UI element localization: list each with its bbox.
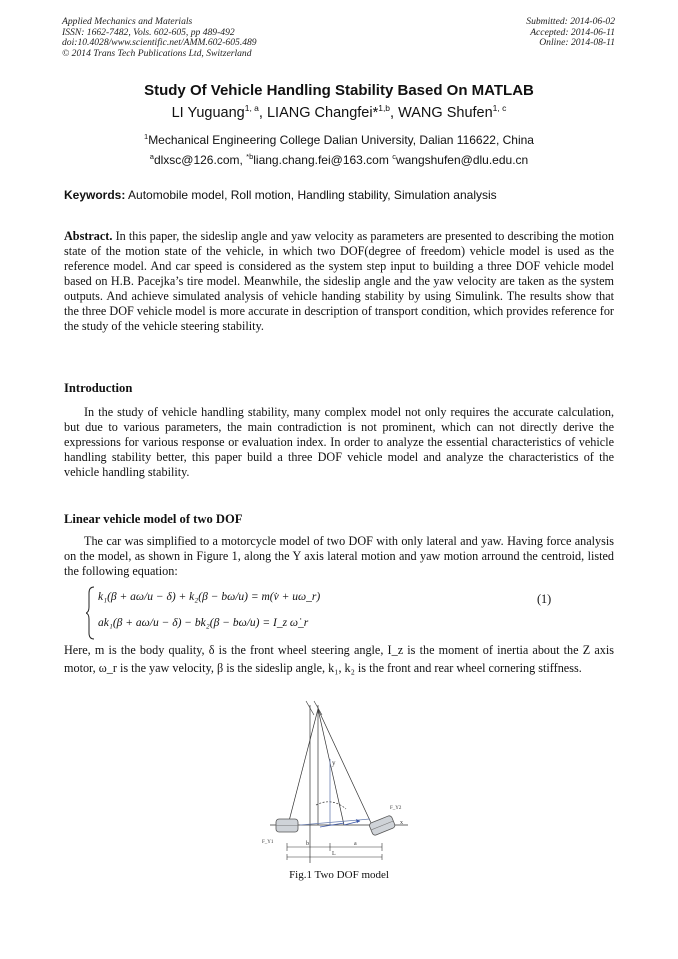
y-axis-label: y: [332, 759, 336, 767]
submitted-date: Submitted: 2014-06-02: [526, 16, 615, 27]
figure-caption: Fig.1 Two DOF model: [289, 869, 389, 881]
author-sep: ,: [258, 105, 267, 121]
author-1-sup: 1, a: [244, 103, 259, 113]
author-1: LI Yuguang: [171, 105, 245, 121]
keywords-label: Keywords:: [64, 188, 126, 202]
email-b: liang.chang.fei@163.com: [253, 153, 393, 167]
equation-line-2: ak₁(β + aω/u − δ) − bk₂(β − bω/u) = I_z ω̇_r: [98, 617, 309, 629]
author-2: LIANG Changfei*: [266, 105, 379, 121]
author-2-sup: 1,b: [378, 103, 391, 113]
journal-name: Applied Mechanics and Materials: [62, 16, 193, 27]
dates-header: [526, 17, 615, 49]
abstract-label: Abstract.: [64, 229, 113, 243]
linear-model-text: The car was simplified to a motorcycle model of two DOF with only lateral and yaw. Having force analysis on the model, as shown in Figure 1, along the Y axis lateral motion and yaw motion arround the centroid, listed the following equation:: [64, 534, 614, 578]
dim-b-label: b: [306, 841, 309, 847]
keywords: [64, 188, 497, 202]
journal-issn: ISSN: 1662-7482, Vols. 602-605, pp 489-492: [62, 26, 235, 38]
email-line: [0, 152, 678, 167]
author-3-sup: 1, c: [492, 103, 507, 113]
rear-force-label: F_Y1: [262, 840, 274, 845]
paper-title: Study Of Vehicle Handling Stability Based On MATLAB: [144, 82, 534, 99]
dim-a-label: a: [354, 841, 357, 847]
equation-number: (1): [537, 592, 552, 606]
email-c: wangshufen@dlu.edu.cn: [395, 153, 529, 167]
abstract-text: In this paper, the sideslip angle and yaw velocity as parameters are presented to describing the motion state of the motion state of the vehicle, in which two DOF(degree of freedom) vehicle model is used as the reference model. And car speed is considered as the system step input to building a three DOF vehicle model based on H.B. Pacejka’s tire model. Meanwhile, the sideslip angle and the yaw velocity are taken as the system outputs. And achieve simulated analysis of vehicle handing stability by using Simulink. The results show that the three DOF vehicle model is more accurate in description of transport condition, which provides reference for the study of the vehicle steering stability.: [64, 229, 614, 333]
two-dof-figure: [260, 697, 420, 865]
affiliation: [0, 132, 678, 147]
journal-doi: doi:10.4028/www.scientific.net/AMM.602-605.489: [62, 37, 257, 49]
email-sup: c: [392, 152, 396, 161]
affiliation-sup: 1: [144, 132, 149, 141]
keywords-text: Automobile model, Roll motion, Handling stability, Simulation analysis: [125, 188, 497, 202]
journal-copyright: © 2014 Trans Tech Publications Ltd, Switzerland: [62, 47, 252, 59]
email-a: dlxsc@126.com,: [153, 153, 247, 167]
abstract: [64, 229, 614, 334]
dim-l-label: L: [332, 851, 336, 857]
introduction-text: In the study of vehicle handling stability, many complex model not only requires the accurate calculation, but due to various parameters, the main contradiction is not prominent, which can not directly derive the expressions for various response or evaluation index. In order to analyze the essential characteristics of vehicle handling stability better, this paper build a three DOF vehicle model and analyze the characteristics of the vehicle handling stability.: [64, 405, 614, 479]
linear-model-heading: Linear vehicle model of two DOF: [64, 512, 243, 526]
affiliation-text: Mechanical Engineering College Dalian University, Dalian 116622, China: [148, 133, 534, 147]
journal-header: [62, 17, 257, 59]
email-sup: a: [149, 152, 154, 161]
accepted-date: Accepted: 2014-06-11: [530, 26, 615, 38]
email-sup: *b: [246, 152, 254, 161]
author-list: [0, 103, 678, 121]
x-axis-label: x: [400, 820, 403, 826]
two-dof-diagram: [260, 697, 420, 865]
author-sep: ,: [390, 105, 399, 121]
online-date: Online: 2014-08-11: [539, 37, 615, 49]
equation-line-1: k₁(β + aω/u − δ) + k₂(β − bω/u) = m(v̇ + uω_r): [98, 591, 321, 603]
author-3: WANG Shufen: [398, 105, 493, 121]
symbol-definitions: Here, m is the body quality, δ is the front wheel steering angle, I_z is the moment of inertia about the Z axis motor, ω_r is the yaw velocity, β is the sideslip angle, k₁, k₂ is the front and rear wheel cornering stiffness.: [64, 643, 614, 675]
equation-1: [86, 585, 556, 641]
introduction-heading: Introduction: [64, 381, 133, 395]
front-force-label: F_Y2: [390, 806, 402, 811]
